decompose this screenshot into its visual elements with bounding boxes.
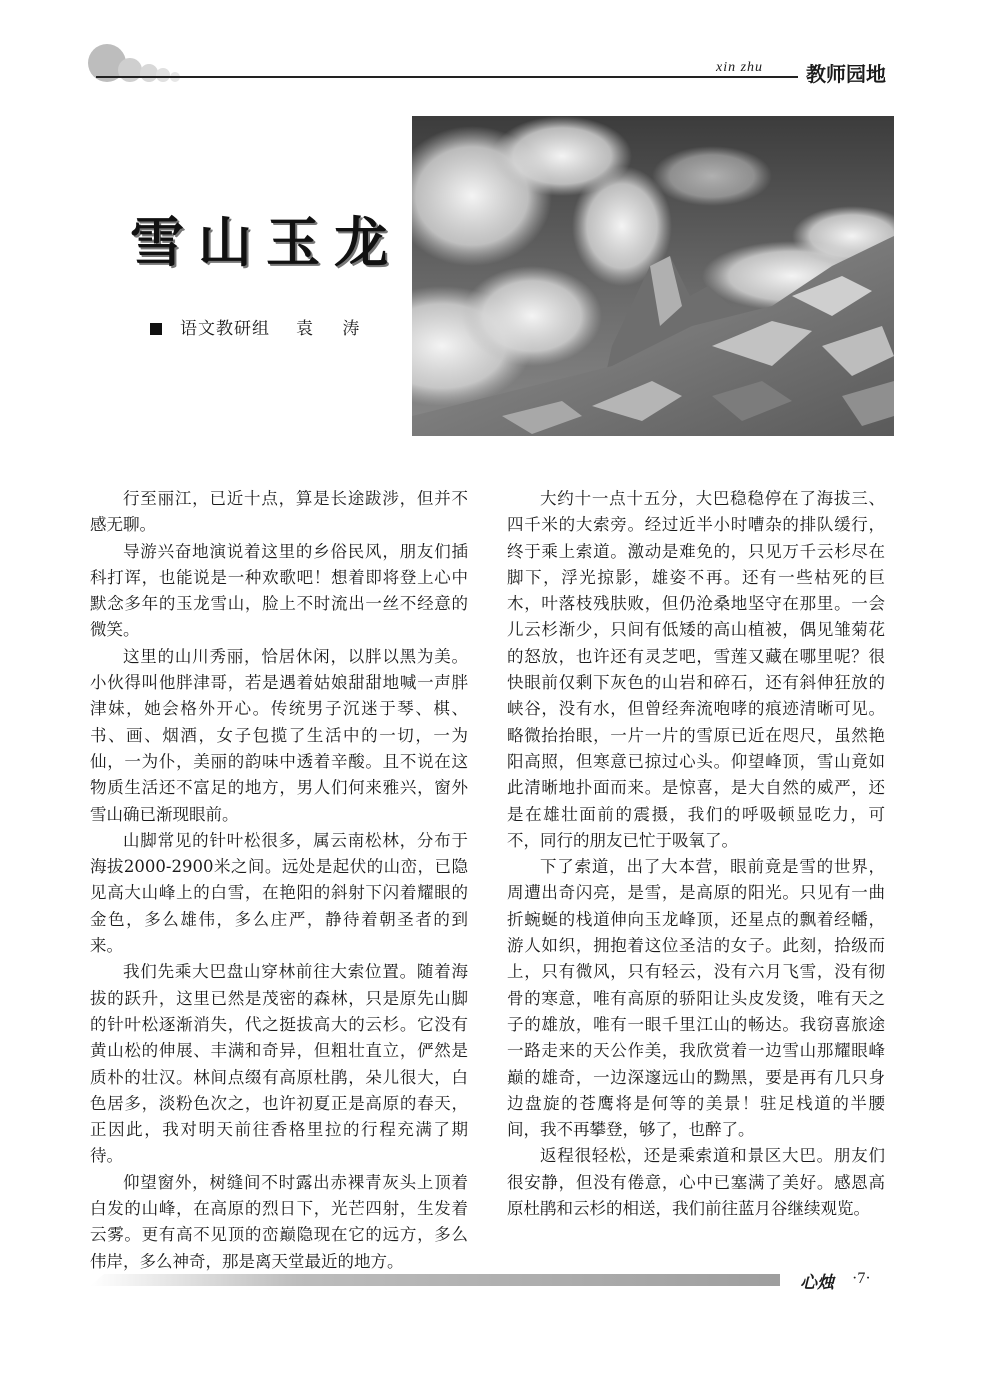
paragraph: 返程很轻松，还是乘索道和景区大巴。朋友们很安静，但没有倦意，心中已塞满了美好。感恩高原杜鹃和云杉的相送，我们前往蓝月谷继续观览。: [507, 1146, 885, 1219]
paragraph: 山脚常见的针叶松很多，属云南松林，分布于海拔2000-2900米之间。远处是起伏的山峦，已隐见高大山峰上的白雪，在艳阳的斜射下闪着耀眼的金色，多么雄伟，多么庄严，静待着朝圣者的到来。: [90, 830, 468, 956]
paragraph: 仰望窗外，树缝间不时露出赤裸青灰头上顶着白发的山峰，在高原的烈日下，光芒四射，生发着云雾。更有高不见顶的峦巅隐现在它的远方，多么伟岸，多么神奇，那是离天堂最近的地方。: [90, 1172, 468, 1271]
page-number: ·7·: [852, 1270, 871, 1287]
paragraph: 下了索道，出了大本营，眼前竟是雪的世界，周遭出奇闪亮，是雪，是高原的阳光。只见有一曲折蜿蜒的栈道伸向玉龙峰顶，还星点的飘着经幡，游人如织，拥抱着这位圣洁的女子。此刻，拾级而上，只有微风，只有轻云，没有六月飞雪，没有彻骨的寒意，唯有高原的骄阳让头皮发烫，唯有天之子的雄放，唯有一眼千里江山的畅达。我窃喜旅途一路走来的天公作美，我欣赏着一边雪山那耀眼峰巅的雄奇，一边深邃远山的黝黑，要是再有几只身边盘旋的苍鹰将是何等的美景！驻足栈道的半腰间，我不再攀登，够了，也醉了。: [507, 857, 885, 1140]
paragraph: 大约十一点十五分，大巴稳稳停在了海拔三、四千米的大索旁。经过近半小时嘈杂的排队缓行，终于乘上索道。激动是难免的，只见万千云杉尽在脚下，浮光掠影，雄姿不再。还有一些枯死的巨木，叶落枝残肤败，但仍沧桑地坚守在那里。一会儿云杉渐少，只间有低矮的高山植被，偶见雏菊花的怒放，也许还有灵芝吧，雪莲又藏在哪里呢？很快眼前仅剩下灰色的山岩和碎石，还有斜伸狂放的峡谷，没有水，但曾经奔流咆哮的痕迹清晰可见。略微抬抬眼，一片一片的雪原已近在咫尺，虽然艳阳高照，但寒意已掠过心头。仰望峰顶，雪山竟如此清晰地扑面而来。是惊喜，是大自然的威严，还是在雄壮面前的震摄，我们的呼吸顿显吃力，可不，同行的朋友已忙于吸氧了。: [507, 489, 885, 850]
body-column-left: [90, 486, 468, 1275]
mountain-photo: [412, 116, 894, 436]
header-dots-decoration: [88, 44, 198, 84]
header-pinyin: xin zhu: [716, 60, 764, 75]
magazine-name: 心烛: [800, 1273, 834, 1293]
byline-org: 语文教研组: [180, 319, 270, 339]
byline-square-icon: [150, 323, 162, 335]
byline-author: 袁 涛: [296, 319, 372, 339]
paragraph: 这里的山川秀丽，恰居休闲，以胖以黑为美。小伙得叫他胖津哥，若是遇着姑娘甜甜地喊一声胖津妹，她会格外开心。传统男子沉迷于琴、棋、书、画、烟酒，女子包揽了生活中的一切，一为仙，一为仆，美丽的韵味中透着辛酸。且不说在这物质生活还不富足的地方，男人们何来雅兴，窗外雪山确已渐现眼前。: [90, 646, 468, 824]
paragraph: 行至丽江，已近十点，算是长途跋涉，但并不感无聊。: [90, 489, 468, 535]
column-title: 教师园地: [806, 62, 886, 86]
paragraph: 我们先乘大巴盘山穿林前往大索位置。随着海拔的跃升，这里已然是茂密的森林，只是原先山脚的针叶松逐渐消失，代之挺拔高大的云杉。它没有黄山松的伸展、丰满和奇异，但粗壮直立，俨然是质朴的壮汉。林间点缀有高原杜鹃，朵儿很大，白色居多，淡粉色次之，也许初夏正是高原的春天，正因此，我对明天前往香格里拉的行程充满了期待。: [90, 962, 468, 1166]
footer-band: [90, 1274, 780, 1286]
paragraph: 导游兴奋地演说着这里的乡俗民风，朋友们插科打诨，也能说是一种欢歌吧！想着即将登上心中默念多年的玉龙雪山，脸上不时流出一丝不经意的微笑。: [90, 541, 468, 640]
article-title: 雪山玉龙: [130, 211, 402, 274]
byline: [150, 314, 371, 339]
header-rule: [96, 76, 798, 78]
body-column-right: [507, 486, 885, 1222]
